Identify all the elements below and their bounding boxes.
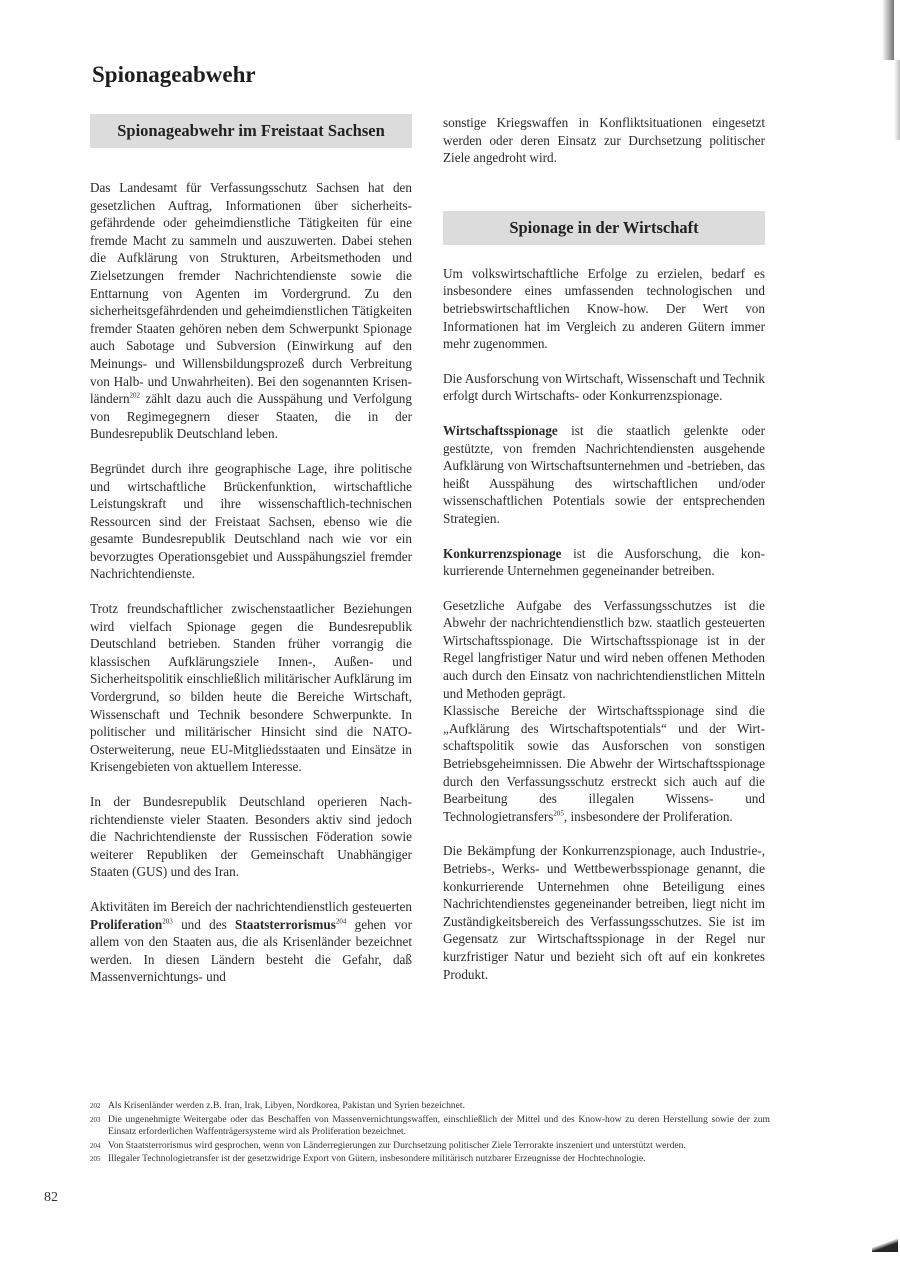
paragraph-konkurrenzspionage xyxy=(443,545,765,580)
paragraph-classic-areas xyxy=(443,702,765,825)
footnote-ref-202: 202 xyxy=(129,391,141,400)
footnote-text: Die ungenehmigte Weitergabe oder das Beschaffen von Massenvernichtungswaffen, einschließlich der Mittel und des Know-how zu deren Herstellung sowie der zum Einsatz erforderlichen Waffenträgersysteme wird als Proliferation bezeichnet. xyxy=(108,1113,770,1138)
scan-shadow-side xyxy=(894,60,900,140)
scan-corner-mark xyxy=(872,1238,898,1252)
paragraph-know-how: Um volkswirtschaftliche Erfolge zu erzielen, bedarf es insbesondere eines umfassenden technologischen und betriebswirtschaftlichen Know-how. Der Wert von Informationen hat im Vergleich zu anderen Gütern immer mehr zugenommen. xyxy=(443,265,765,352)
scan-shadow-top xyxy=(882,0,894,60)
paragraph-espionage-targets: Trotz freundschaftlicher zwischenstaatlicher Beziehungen wird vielfach Spionage gegen die Bundesrepublik Deutschland betrieben. Standen früher vorrangig die klassischen Aufklärungsziele Innen-, Außen- und Sicherheitspolitik einschließlich militärischer Aufklärung im Vordergrund, so bilden heute die Bereiche Wirtschaft, Wissenschaft und Technik besondere Schwerpunkte. In politischer und militärischer Hinsicht sind die NATO-Osterweiterung, neue EU-Mitgliedsstaaten und Einsätze in Krisengebieten von aktuellem Interesse. xyxy=(90,601,412,775)
footnote-text: Als Krisenländer werden z.B. Iran, Irak, Libyen, Nordkorea, Pakistan und Syrien bezeichnet. xyxy=(108,1100,465,1111)
paragraph-proliferation-intro: Aktivitäten im Bereich der nachrichtendienstlich gesteuerten xyxy=(90,898,412,914)
footnote-ref-203: 203 xyxy=(162,917,173,926)
paragraph-ausforschung: Die Ausforschung von Wirtschaft, Wissenschaft und Technik erfolgt durch Wirtschafts- oder Konkurrenzspionage. xyxy=(443,370,765,404)
footnote-text: Illegaler Technologietransfer ist der gesetzwidrige Export von Gütern, insbesondere militärisch nutzbarer Erzeugnisse der Hochtechnologie. xyxy=(108,1153,646,1165)
paragraph-continuation: sonstige Kriegswaffen in Konfliktsituationen eingesetzt werden oder deren Einsatz zur Durchsetzung politischer Ziele angedroht wird. xyxy=(443,115,765,166)
term-konkurrenzspionage: Konkurrenzspionage xyxy=(443,545,562,561)
paragraph-mandate-text: Das Landesamt für Verfassungsschutz Sachsen hat den gesetzlichen Auftrag, Informationen über sicherheitsgefährdende oder geheimdienstliche Tätigkeiten für eine fremde Macht zu sammeln und auszuwerten. Dabei stehen die Aufklärung von Strukturen, Arbeitsmethoden und Zielsetzungen fremder Nachrichtendienste sowie die Enttarnung von Agenten im Vordergrund. Zu den sicherheitsgefährdenden und geheimdienstlichen Tätigkeiten fremder Staaten gehören neben dem Schwerpunkt Spionage auch Sabotage und Subversion (Einwirkung auf den Meinungs- und Willensbildungsprozeß durch Verbreitung von Halb- und Unwahrheiten). Bei den sogenannten Krisenländern xyxy=(90,180,412,407)
footnote-number: 203 xyxy=(90,1115,101,1124)
term-proliferation: Proliferation xyxy=(90,916,163,932)
footnote-number: 204 xyxy=(90,1141,101,1150)
paragraph-mandate-tail: zählt dazu auch die Ausspähung und Verfolgung von Regimegegnern dieser Staaten, die in der Bundesrepublik Deutschland leben. xyxy=(90,391,412,442)
left-column xyxy=(90,114,412,986)
footnote-text: Von Staatsterrorismus wird gesprochen, wenn von Länderregierungen zur Durchsetzung politischer Ziele Terrorakte inszeniert und unterstützt werden. xyxy=(108,1139,686,1151)
page-title: Spionageabwehr xyxy=(92,62,256,87)
paragraph-legal-task: Gesetzliche Aufgabe des Verfassungsschutzes ist die Abwehr der nachrichtendienstlich bzw. staatlich gesteuerten Wirtschaftsspionage. Die Wirtschaftsspionage ist in der Regel langfristiger Natur und wird neben offenen Methoden auch durch den Einsatz von nachrichtendienstlichen Mitteln und Methoden geprägt. xyxy=(443,597,765,701)
paragraph-proliferation-conj: und des xyxy=(172,916,235,932)
footnotes xyxy=(90,1100,770,1167)
paragraph-konkurrenzspionage-text: ist die Ausforschung, die konkurrierende Unternehmen gegeneinander betreiben. xyxy=(443,545,765,579)
footnote-ref-204: 204 xyxy=(335,917,347,926)
paragraph-competition: Die Bekämpfung der Konkurrenzspionage, auch Industrie-, Betriebs-, Werks- und Wettbewerbsspionage genannt, die konkurrierende Unternehmen ohne Beteiligung eines Nachrichtendienstes gegeneinander betreiben, liegt nicht im Zuständigkeitsbereich des Verfassungsschutzes. Sie ist im Gegensatz zur Wirtschaftsspionage in der Regel nur kurzfristiger Natur und bezieht sich oft auf ein konkretes Produkt. xyxy=(443,843,765,982)
paragraph-location: Begründet durch ihre geographische Lage, ihre politische und wirtschaftliche Brückenfunktion, wirtschaftliche Leistungskraft und ihre wissenschaftlich-technischen Ressourcen sind der Freistaat Sachsen, ebenso wie die gesamte Bundesrepublik Deutschland nach wie vor ein bevorzugtes Operationsgebiet und Ausspähungsziel fremder Nachrichtendienste. xyxy=(90,460,412,582)
paragraph-foreign-services: In der Bundesrepublik Deutschland operieren Nachrichtendienste vieler Staaten. Besonders aktiv sind jedoch die Nachrichtendienste der Russischen Föderation sowie weiterer Republiken der Gemeinschaft Unabhängiger Staaten (GUS) und des Iran. xyxy=(90,794,412,880)
paragraph-classic-areas-text: Klassische Bereiche der Wirtschaftsspionage sind die „Aufklärung des Wirtschaftspotentials“ und der Wirtschaftspolitik sowie das Ausforschen von sonstigen Betriebsgeheimnissen. Die Abwehr der Wirtschaftsspionage durch den Verfassungsschutz erstreckt sich auch auf die Bearbeitung des illegalen Wissens- und Technologietransfers xyxy=(443,703,765,824)
paragraph-proliferation xyxy=(90,898,412,986)
footnote-number: 202 xyxy=(90,1102,101,1110)
right-column xyxy=(443,114,765,983)
paragraph-classic-areas-tail: , insbesondere der Proliferation. xyxy=(563,808,733,824)
section-heading-wirtschaft: Spionage in der Wirtschaft xyxy=(443,211,765,245)
footnote-number: 205 xyxy=(90,1155,101,1164)
footnote xyxy=(90,1100,770,1113)
paragraph-mandate xyxy=(90,179,412,443)
term-wirtschaftsspionage: Wirtschaftsspionage xyxy=(443,422,558,438)
paragraph-wirtschaftsspionage xyxy=(443,422,765,528)
page-number: 82 xyxy=(44,1190,58,1205)
term-staatsterrorismus: Staatsterrorismus xyxy=(235,916,336,932)
footnote xyxy=(90,1140,770,1153)
paragraph-wirtschaftsspionage-text: ist die staatlich gelenkte oder gestützte, von fremden Nachrichtendiensten ausgehende Aufklärung von Wirtschaftsunternehmen und -betrieben, das heißt Ausspähung des wirtschaftlichen und/oder wissenschaftlichen Potentials sowie der entsprechenden Strategien. xyxy=(443,422,765,526)
footnote xyxy=(90,1114,770,1139)
footnote-ref-205: 205 xyxy=(553,809,564,818)
paragraph-proliferation-rest: gehen vor allem von den Staaten aus, die als Krisenländer bezeichnet werden. In diesen Ländern besteht die Gefahr, daß Massenvernichtungs- und xyxy=(90,916,412,985)
section-heading-sachsen: Spionageabwehr im Freistaat Sachsen xyxy=(90,114,412,148)
footnote xyxy=(90,1153,770,1166)
